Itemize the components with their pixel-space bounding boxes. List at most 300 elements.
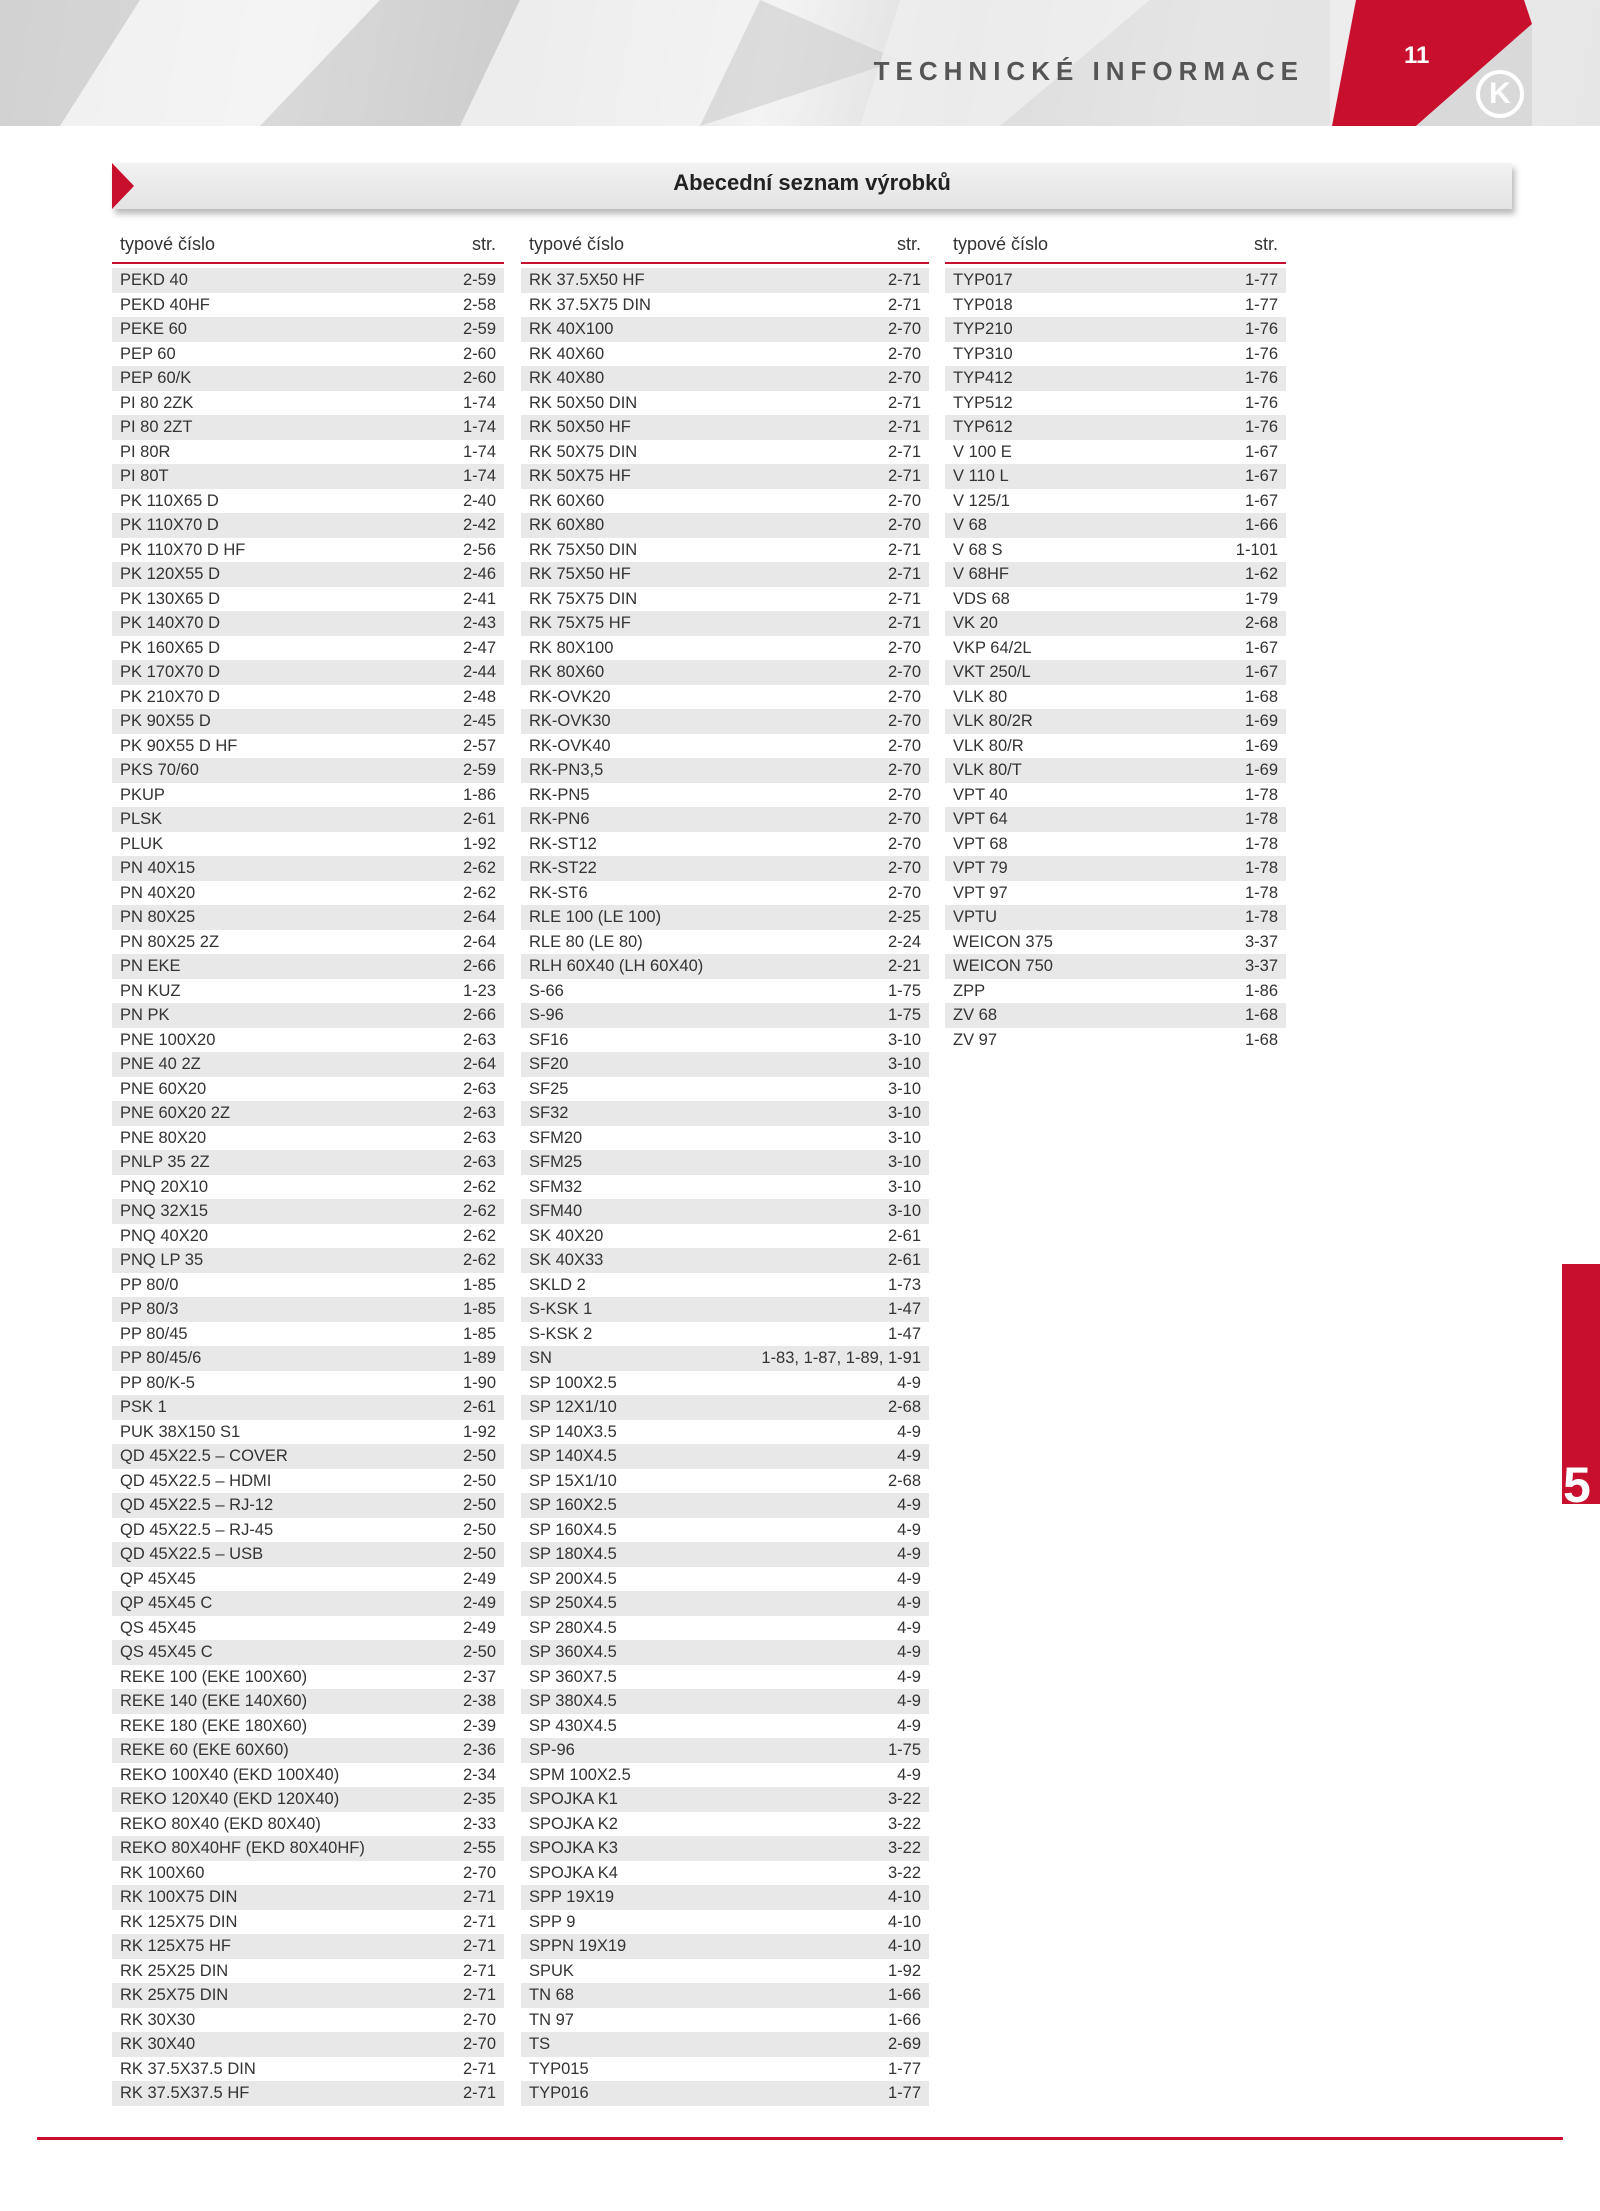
list-item	[945, 832, 1286, 857]
list-item	[521, 758, 929, 783]
list-item	[112, 1150, 504, 1175]
list-item	[521, 1297, 929, 1322]
product-type-number: V 110 L	[953, 467, 1009, 485]
product-type-number: PEP 60	[120, 344, 176, 363]
product-type-number: PLUK	[120, 834, 164, 853]
product-type-number: TYP015	[529, 2059, 589, 2078]
list-item	[112, 905, 504, 930]
list-item	[521, 1444, 929, 1469]
product-type-number: RK-ST6	[529, 883, 588, 902]
product-page-ref: 1-76	[1244, 320, 1278, 338]
product-type-number: TYP210	[953, 320, 1013, 338]
list-item	[112, 1199, 504, 1224]
product-type-number: RK 80X100	[529, 638, 614, 657]
product-type-number: RK 25X75 DIN	[120, 1986, 229, 2004]
list-item	[521, 807, 929, 832]
product-type-number: VLK 80/2R	[953, 712, 1033, 730]
product-type-number: RK 75X50 HF	[529, 565, 631, 583]
product-type-number: PP 80/45	[120, 1324, 188, 1343]
product-page-ref: 1-67	[1244, 638, 1278, 657]
product-type-number: RLE 100 (LE 100)	[529, 908, 662, 926]
product-type-number: PKS 70/60	[120, 761, 199, 779]
product-type-number: PNE 60X20 2Z	[120, 1104, 231, 1122]
product-type-number: RLE 80 (LE 80)	[529, 932, 643, 951]
product-type-number: SF25	[529, 1079, 569, 1098]
product-page-ref: 1-78	[1244, 908, 1278, 926]
product-type-number: SF32	[529, 1104, 569, 1122]
product-type-number: V 125/1	[953, 491, 1010, 510]
product-page-ref: 4-9	[897, 1618, 921, 1637]
column-header	[521, 232, 929, 264]
product-page-ref: 2-62	[462, 883, 496, 902]
product-type-number: PSK 1	[120, 1398, 167, 1416]
product-type-number: RK 75X75 DIN	[529, 589, 638, 608]
product-type-number: PI 80 2ZK	[120, 393, 194, 412]
product-type-number: RK 50X50 HF	[529, 418, 631, 436]
product-page-ref: 4-9	[897, 1594, 921, 1612]
list-item	[521, 1983, 929, 2008]
list-item	[112, 807, 504, 832]
product-page-ref: 2-49	[462, 1569, 496, 1588]
list-item	[521, 1028, 929, 1053]
list-item	[945, 905, 1286, 930]
product-page-ref: 1-78	[1244, 810, 1278, 828]
product-page-ref: 2-66	[462, 1006, 496, 1024]
list-item	[521, 1199, 929, 1224]
product-page-ref: 2-70	[887, 687, 921, 706]
list-item	[945, 783, 1286, 808]
product-type-number: SFM32	[529, 1177, 583, 1196]
column-header	[945, 232, 1286, 264]
list-item	[521, 1371, 929, 1396]
product-type-number: VKP 64/2L	[953, 638, 1032, 657]
product-type-number: REKE 180 (EKE 180X60)	[120, 1716, 308, 1735]
product-page-ref: 2-70	[462, 2035, 496, 2053]
list-item	[112, 1591, 504, 1616]
product-page-ref: 2-21	[887, 957, 921, 975]
product-type-number: SFM25	[529, 1153, 583, 1171]
product-type-number: S-96	[529, 1006, 564, 1024]
product-type-number: RK 125X75 DIN	[120, 1912, 238, 1931]
product-page-ref: 2-60	[462, 369, 496, 387]
list-item	[521, 1224, 929, 1249]
list-item	[112, 440, 504, 465]
list-item	[521, 1469, 929, 1494]
page-number: 11	[1404, 42, 1430, 69]
product-page-ref: 4-9	[897, 1520, 921, 1539]
list-item	[945, 758, 1286, 783]
product-type-number: PNE 40 2Z	[120, 1055, 201, 1073]
list-item	[945, 881, 1286, 906]
list-item	[112, 881, 504, 906]
product-page-ref: 1-66	[887, 2010, 921, 2029]
list-item	[945, 342, 1286, 367]
product-page-ref: 4-10	[887, 1888, 921, 1906]
list-item	[945, 709, 1286, 734]
list-item	[945, 489, 1286, 514]
list-item	[945, 268, 1286, 293]
product-page-ref: 4-9	[897, 1716, 921, 1735]
product-page-ref: 2-69	[887, 2035, 921, 2053]
product-type-number: WEICON 750	[953, 957, 1053, 975]
product-type-number: PK 110X65 D	[120, 491, 219, 510]
product-page-ref: 1-73	[887, 1275, 921, 1294]
product-page-ref: 2-71	[462, 1961, 496, 1980]
list-item	[112, 660, 504, 685]
product-list	[112, 268, 504, 2106]
product-type-number: REKO 80X40 (EKD 80X40)	[120, 1814, 321, 1833]
product-type-number: PN 40X20	[120, 883, 196, 902]
product-page-ref: 2-59	[462, 320, 496, 338]
list-item	[521, 1836, 929, 1861]
product-type-number: TS	[529, 2035, 551, 2053]
product-page-ref: 1-92	[887, 1961, 921, 1980]
list-item	[112, 2057, 504, 2082]
list-item	[521, 734, 929, 759]
list-item	[112, 1395, 504, 1420]
product-page-ref: 2-36	[462, 1741, 496, 1759]
product-type-number: VDS 68	[953, 589, 1010, 608]
list-item	[521, 1567, 929, 1592]
list-item	[112, 1493, 504, 1518]
product-type-number: QD 45X22.5 – RJ-12	[120, 1496, 274, 1514]
product-page-ref: 2-62	[462, 859, 496, 877]
product-type-number: PK 120X55 D	[120, 565, 220, 583]
product-type-number: QS 45X45	[120, 1618, 197, 1637]
list-item	[945, 734, 1286, 759]
product-page-ref: 2-66	[462, 957, 496, 975]
list-item	[112, 1934, 504, 1959]
product-page-ref: 1-75	[887, 1741, 921, 1759]
list-item	[521, 1175, 929, 1200]
product-page-ref: 1-66	[1244, 516, 1278, 534]
list-item	[521, 293, 929, 318]
product-page-ref: 2-62	[462, 1251, 496, 1269]
product-page-ref: 1-68	[1244, 687, 1278, 706]
product-type-number: PLSK	[120, 810, 163, 828]
product-page-ref: 1-74	[462, 418, 496, 436]
product-type-number: SK 40X33	[529, 1251, 604, 1269]
list-item	[112, 1371, 504, 1396]
product-page-ref: 1-90	[462, 1373, 496, 1392]
product-type-number: PK 210X70 D	[120, 687, 220, 706]
list-item	[112, 636, 504, 661]
list-item	[112, 1101, 504, 1126]
product-type-number: RK-OVK40	[529, 736, 611, 755]
product-type-number: SKLD 2	[529, 1275, 586, 1294]
list-item	[521, 1346, 929, 1371]
product-page-ref: 2-61	[887, 1226, 921, 1245]
product-page-ref: 1-92	[462, 1422, 496, 1441]
product-type-number: SP 160X4.5	[529, 1520, 617, 1539]
product-type-number: VPT 64	[953, 810, 1008, 828]
list-item	[112, 954, 504, 979]
product-page-ref: 2-70	[887, 834, 921, 853]
product-page-ref: 4-9	[897, 1447, 921, 1465]
product-type-number: SP 160X2.5	[529, 1496, 617, 1514]
product-page-ref: 2-70	[887, 638, 921, 657]
product-type-number: VLK 80/T	[953, 761, 1022, 779]
product-type-number: SPM 100X2.5	[529, 1765, 631, 1784]
product-page-ref: 4-9	[897, 1373, 921, 1392]
product-page-ref: 1-85	[462, 1324, 496, 1343]
product-type-number: RK-OVK20	[529, 687, 611, 706]
product-type-number: PEKE 60	[120, 320, 187, 338]
list-item	[521, 660, 929, 685]
product-page-ref: 2-46	[462, 565, 496, 583]
product-type-number: SFM20	[529, 1128, 583, 1147]
product-type-number: RK 125X75 HF	[120, 1937, 231, 1955]
list-item	[945, 930, 1286, 955]
product-page-ref: 2-70	[887, 859, 921, 877]
product-page-ref: 2-71	[887, 442, 921, 461]
list-item	[112, 1003, 504, 1028]
product-type-number: RK 50X75 DIN	[529, 442, 638, 461]
product-type-number: VKT 250/L	[953, 663, 1031, 681]
column-header-type: typové číslo	[529, 234, 625, 254]
list-item	[521, 562, 929, 587]
list-item	[521, 1273, 929, 1298]
product-page-ref: 1-78	[1244, 859, 1278, 877]
product-page-ref: 2-50	[462, 1447, 496, 1465]
list-item	[945, 587, 1286, 612]
product-page-ref: 1-92	[462, 834, 496, 853]
product-type-number: PKUP	[120, 785, 165, 804]
product-page-ref: 4-10	[887, 1937, 921, 1955]
list-item	[112, 1640, 504, 1665]
product-type-number: RK 37.5X37.5 HF	[120, 2084, 250, 2102]
product-type-number: RK 60X80	[529, 516, 605, 534]
product-type-number: PEKD 40	[120, 271, 188, 289]
product-page-ref: 2-70	[887, 320, 921, 338]
product-type-number: PNE 80X20	[120, 1128, 207, 1147]
list-item	[521, 1248, 929, 1273]
list-item	[521, 2081, 929, 2106]
product-page-ref: 1-62	[1244, 565, 1278, 583]
list-item	[112, 513, 504, 538]
product-type-number: SP 430X4.5	[529, 1716, 617, 1735]
product-type-number: RLH 60X40 (LH 60X40)	[529, 957, 704, 975]
product-page-ref: 4-9	[897, 1422, 921, 1441]
product-type-number: SP 180X4.5	[529, 1545, 617, 1563]
product-type-number: SPP 19X19	[529, 1888, 615, 1906]
product-type-number: SPOJKA K4	[529, 1863, 618, 1882]
list-item	[521, 881, 929, 906]
product-page-ref: 4-9	[897, 1765, 921, 1784]
product-page-ref: 1-75	[887, 1006, 921, 1024]
product-page-ref: 2-50	[462, 1643, 496, 1661]
product-page-ref: 2-47	[462, 638, 496, 657]
list-item	[521, 636, 929, 661]
product-page-ref: 2-70	[887, 712, 921, 730]
product-page-ref: 1-77	[887, 2084, 921, 2102]
list-item	[521, 1763, 929, 1788]
product-page-ref: 4-9	[897, 1643, 921, 1661]
product-page-ref: 1-67	[1244, 467, 1278, 485]
product-page-ref: 2-50	[462, 1496, 496, 1514]
product-type-number: RK 80X60	[529, 663, 605, 681]
product-page-ref: 3-10	[887, 1128, 921, 1147]
list-item	[112, 2008, 504, 2033]
product-page-ref: 1-101	[1235, 540, 1278, 559]
product-page-ref: 2-24	[887, 932, 921, 951]
list-item	[521, 391, 929, 416]
product-page-ref: 2-62	[462, 1177, 496, 1196]
list-item	[521, 1395, 929, 1420]
list-item	[945, 391, 1286, 416]
product-type-number: VPT 68	[953, 834, 1008, 853]
product-page-ref: 1-78	[1244, 883, 1278, 902]
product-page-ref: 2-71	[887, 540, 921, 559]
product-page-ref: 2-57	[462, 736, 496, 755]
product-type-number: SPUK	[529, 1961, 574, 1980]
product-type-number: PNQ 20X10	[120, 1177, 209, 1196]
list-item	[112, 1322, 504, 1347]
product-type-number: RK 100X75 DIN	[120, 1888, 238, 1906]
list-item	[521, 489, 929, 514]
product-type-number: PK 90X55 D	[120, 712, 211, 730]
product-page-ref: 2-70	[887, 736, 921, 755]
list-item	[521, 1077, 929, 1102]
list-item	[112, 268, 504, 293]
list-item	[112, 1885, 504, 1910]
product-type-number: TN 68	[529, 1986, 574, 2004]
list-item	[521, 1714, 929, 1739]
list-item	[112, 587, 504, 612]
list-item	[945, 611, 1286, 636]
list-item	[945, 979, 1286, 1004]
list-item	[521, 1518, 929, 1543]
product-page-ref: 2-61	[462, 810, 496, 828]
list-item	[112, 1542, 504, 1567]
product-type-number: SFM40	[529, 1202, 583, 1220]
list-item	[521, 930, 929, 955]
list-item	[521, 905, 929, 930]
product-page-ref: 2-71	[462, 1888, 496, 1906]
product-page-ref: 1-86	[1244, 981, 1278, 1000]
product-page-ref: 3-10	[887, 1055, 921, 1073]
product-page-ref: 3-10	[887, 1104, 921, 1122]
product-type-number: PP 80/45/6	[120, 1349, 202, 1367]
list-item	[112, 1175, 504, 1200]
product-page-ref: 2-49	[462, 1618, 496, 1637]
product-page-ref: 1-69	[1244, 712, 1278, 730]
product-page-ref: 3-22	[887, 1863, 921, 1882]
product-page-ref: 1-69	[1244, 761, 1278, 779]
product-type-number: SPPN 19X19	[529, 1937, 627, 1955]
product-type-number: SP-96	[529, 1741, 575, 1759]
list-item	[112, 1420, 504, 1445]
list-item	[945, 807, 1286, 832]
list-item	[112, 1665, 504, 1690]
list-item	[112, 489, 504, 514]
product-page-ref: 1-85	[462, 1275, 496, 1294]
list-item	[521, 832, 929, 857]
product-type-number: REKE 140 (EKE 140X60)	[120, 1692, 308, 1710]
list-item	[945, 538, 1286, 563]
product-page-ref: 1-67	[1244, 442, 1278, 461]
list-item	[521, 587, 929, 612]
list-item	[945, 562, 1286, 587]
product-type-number: ZV 68	[953, 1006, 998, 1024]
product-type-number: PP 80/K-5	[120, 1373, 195, 1392]
product-type-number: RK 50X50 DIN	[529, 393, 638, 412]
product-type-number: PP 80/3	[120, 1300, 179, 1318]
column-header	[112, 232, 504, 264]
product-page-ref: 2-64	[462, 1055, 496, 1073]
product-page-ref: 1-23	[462, 981, 496, 1000]
product-page-ref: 2-70	[462, 2010, 496, 2029]
product-page-ref: 1-66	[887, 1986, 921, 2004]
product-page-ref: 2-71	[887, 614, 921, 632]
product-type-number: RK 60X60	[529, 491, 605, 510]
list-item	[521, 538, 929, 563]
list-item	[521, 856, 929, 881]
list-item	[112, 538, 504, 563]
product-page-ref: 2-34	[462, 1765, 496, 1784]
product-page-ref: 2-70	[887, 785, 921, 804]
product-page-ref: 2-60	[462, 344, 496, 363]
list-item	[945, 856, 1286, 881]
list-item	[521, 709, 929, 734]
product-page-ref: 2-50	[462, 1471, 496, 1490]
product-page-ref: 2-33	[462, 1814, 496, 1833]
product-page-ref: 1-89	[462, 1349, 496, 1367]
product-page-ref: 2-45	[462, 712, 496, 730]
product-type-number: V 100 E	[953, 442, 1012, 461]
product-page-ref: 2-71	[887, 418, 921, 436]
list-item	[521, 1934, 929, 1959]
product-type-number: PUK 38X150 S1	[120, 1422, 241, 1441]
product-page-ref: 2-64	[462, 908, 496, 926]
list-item	[112, 1273, 504, 1298]
product-column-2	[521, 232, 929, 2106]
product-type-number: PN KUZ	[120, 981, 181, 1000]
list-item	[112, 832, 504, 857]
product-page-ref: 4-9	[897, 1496, 921, 1514]
product-page-ref: 2-70	[462, 1863, 496, 1882]
product-type-number: S-66	[529, 981, 564, 1000]
product-type-number: REKE 100 (EKE 100X60)	[120, 1667, 308, 1686]
product-page-ref: 1-77	[887, 2059, 921, 2078]
product-type-number: SPP 9	[529, 1912, 576, 1931]
product-type-number: PK 170X70 D	[120, 663, 220, 681]
product-page-ref: 4-9	[897, 1545, 921, 1563]
product-page-ref: 1-77	[1244, 271, 1278, 289]
product-type-number: PP 80/0	[120, 1275, 179, 1294]
list-item	[112, 709, 504, 734]
list-item	[112, 1763, 504, 1788]
list-item	[112, 1738, 504, 1763]
product-page-ref: 2-37	[462, 1667, 496, 1686]
list-item	[521, 2008, 929, 2033]
product-page-ref: 1-76	[1244, 369, 1278, 387]
list-item	[945, 636, 1286, 661]
product-type-number: VLK 80	[953, 687, 1008, 706]
list-item	[945, 685, 1286, 710]
product-page-ref: 1-83, 1-87, 1-89, 1-91	[761, 1349, 921, 1367]
product-type-number: RK 25X25 DIN	[120, 1961, 229, 1980]
product-page-ref: 1-75	[887, 981, 921, 1000]
product-page-ref: 2-43	[462, 614, 496, 632]
product-type-number: PK 140X70 D	[120, 614, 220, 632]
list-item	[112, 783, 504, 808]
product-page-ref: 2-63	[462, 1030, 496, 1049]
product-page-ref: 3-10	[887, 1153, 921, 1171]
list-item	[521, 1640, 929, 1665]
product-page-ref: 2-56	[462, 540, 496, 559]
product-type-number: SP 360X7.5	[529, 1667, 617, 1686]
